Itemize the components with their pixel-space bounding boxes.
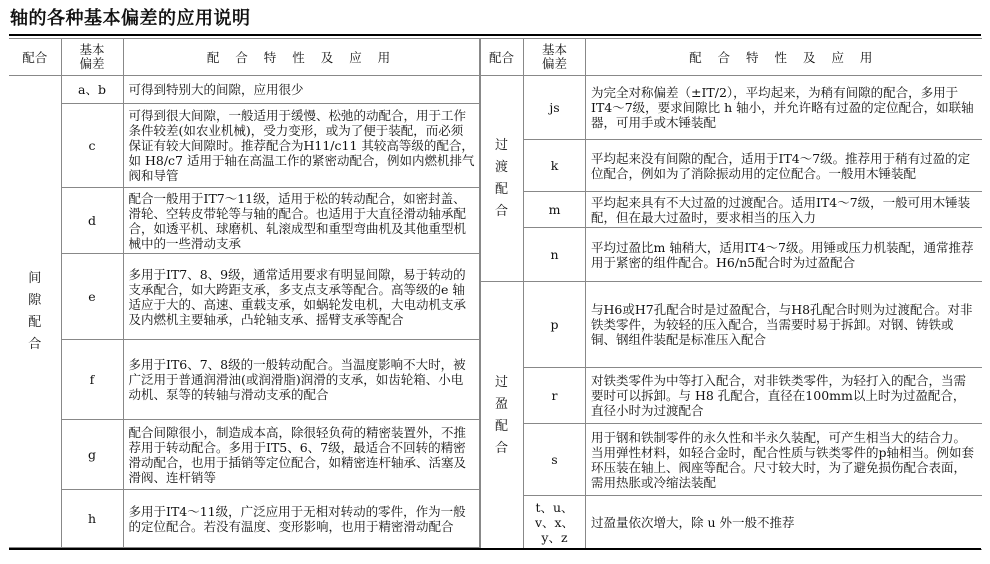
deviation-description: 为完全对称偏差（±IT/2），平均起来，为稍有间隙的配合，多用于IT4～7级，要求间隙比 h 轴小，并允许略有过盈的定位配合，如联轴器，可用手或木锤装配 — [586, 76, 982, 140]
deviation-code: t、u、v、x、y、z — [524, 496, 586, 550]
header-characteristics: 配 合 特 性 及 应 用 — [586, 39, 982, 76]
table-row — [9, 188, 480, 254]
table-header-row — [9, 39, 480, 76]
deviation-code: g — [61, 420, 123, 490]
deviation-description: 可得到很大间隙，一般适用于缓慢、松弛的动配合，用于工作条件较差(如农业机械)，受力变形，或为了便于装配，而必须保证有较大间隙时。推荐配合为H11/c11 其较高等级的配合，如 H8/c7 适用于轴在高温工作的紧密动配合，例如内燃机排气阀和导管 — [123, 104, 480, 188]
deviation-description: 多用于IT7、8、9级，通常适用要求有明显间隙，易于转动的支承配合，如大跨距支承，多支点支承等配合。高等级的e 轴适应于大的、高速、重载支承，如蜗轮发电机，大电动机支承及内燃机主要轴承，凸轮轴支承、摇臂支承等配合 — [123, 254, 480, 340]
table-row — [9, 340, 480, 420]
table-row — [480, 368, 982, 424]
deviation-description: 平均过盈比m 轴稍大，适用IT4～7级。用锤或压力机装配，通常推荐用于紧密的组件配合。H6/n5配合时为过盈配合 — [586, 228, 982, 282]
table-row — [9, 490, 480, 548]
bottom-rule — [9, 548, 981, 550]
deviation-code: d — [61, 188, 123, 254]
deviation-description: 与H6或H7孔配合时是过盈配合，与H8孔配合时则为过渡配合。对非铁类零件，为较轻的压入配合，当需要时易于拆卸。对钢、铸铁或铜、钢组件装配是标准压入配合 — [586, 282, 982, 368]
group-clearance-fit: 间隙配合 — [9, 76, 61, 548]
deviation-description: 对铁类零件为中等打入配合，对非铁类零件，为轻打入的配合，当需要时可以拆卸。与 H8 孔配合，直径在100mm以上时为过盈配合，直径小时为过渡配合 — [586, 368, 982, 424]
deviation-description: 多用于IT6、7、8级的一般转动配合。当温度影响不大时，被广泛用于普通润滑油(或润滑脂)润滑的支承，如齿轮箱、小电动机、泵等的转轴与滑动支承的配合 — [123, 340, 480, 420]
table-row — [480, 140, 982, 192]
table-row — [9, 254, 480, 340]
deviation-description: 可得到特别大的间隙，应用很少 — [123, 76, 480, 104]
deviation-code: r — [524, 368, 586, 424]
group-transition-fit: 过渡配合 — [480, 76, 524, 282]
table-row — [9, 76, 480, 104]
table-header-row — [480, 39, 982, 76]
table-row — [480, 76, 982, 140]
deviation-code: e — [61, 254, 123, 340]
deviation-code: h — [61, 490, 123, 548]
deviation-description: 平均起来具有不大过盈的过渡配合。适用IT4～7级，一般可用木锤装配，但在最大过盈时，要求相当的压入力 — [586, 192, 982, 228]
deviation-description: 平均起来没有间隙的配合，适用于IT4～7级。推荐用于稍有过盈的定位配合，例如为了消除振动用的定位配合。一般用木锤装配 — [586, 140, 982, 192]
table-row — [9, 104, 480, 188]
deviation-description: 多用于IT4～11级，广泛应用于无相对转动的零件，作为一般的定位配合。若没有温度、变形影响，也用于精密滑动配合 — [123, 490, 480, 548]
group-interference-fit: 过盈配合 — [480, 282, 524, 550]
table-row — [480, 424, 982, 496]
transition-interference-fit-table — [479, 38, 982, 550]
header-basic-deviation: 基本偏差 — [524, 39, 586, 76]
table-row — [480, 282, 982, 368]
header-characteristics: 配 合 特 性 及 应 用 — [123, 39, 480, 76]
deviation-code: s — [524, 424, 586, 496]
deviation-code: k — [524, 140, 586, 192]
table-row — [480, 192, 982, 228]
table-row — [480, 228, 982, 282]
deviation-description: 配合间隙很小，制造成本高，除很轻负荷的精密装置外，不推荐用于转动配合。多用于IT5、6、7级，最适合不回转的精密滑动配合，也用于插销等定位配合，如精密连杆轴承、活塞及滑阀、连杆销等 — [123, 420, 480, 490]
deviation-code: js — [524, 76, 586, 140]
table-row — [9, 420, 480, 490]
header-fit: 配合 — [480, 39, 524, 76]
header-basic-deviation: 基本偏差 — [61, 39, 123, 76]
deviation-code: f — [61, 340, 123, 420]
clearance-fit-table — [9, 38, 481, 548]
top-rule — [9, 34, 981, 36]
deviation-description: 用于钢和铁制零件的永久性和半永久装配，可产生相当大的结合力。当用弹性材料，如轻合金时，配合性质与铁类零件的p轴相当。例如套环压装在轴上、阀座等配合。尺寸较大时，为了避免损伤配合表面，需用热胀或冷缩法装配 — [586, 424, 982, 496]
table-row — [480, 496, 982, 550]
deviation-code: a、b — [61, 76, 123, 104]
deviation-description: 过盈量依次增大，除 u 外一般不推荐 — [586, 496, 982, 550]
deviation-code: m — [524, 192, 586, 228]
deviation-code: c — [61, 104, 123, 188]
deviation-code: p — [524, 282, 586, 368]
header-fit: 配合 — [9, 39, 61, 76]
deviation-code: n — [524, 228, 586, 282]
deviation-description: 配合一般用于IT7～11级，适用于松的转动配合，如密封盖、滑轮、空转皮带轮等与轴的配合。也适用于大直径滑动轴承配合，如透平机、球磨机、轧滚成型和重型弯曲机及其他重型机械中的一些滑动支承 — [123, 188, 480, 254]
page-title: 轴的各种基本偏差的应用说明 — [10, 8, 251, 29]
